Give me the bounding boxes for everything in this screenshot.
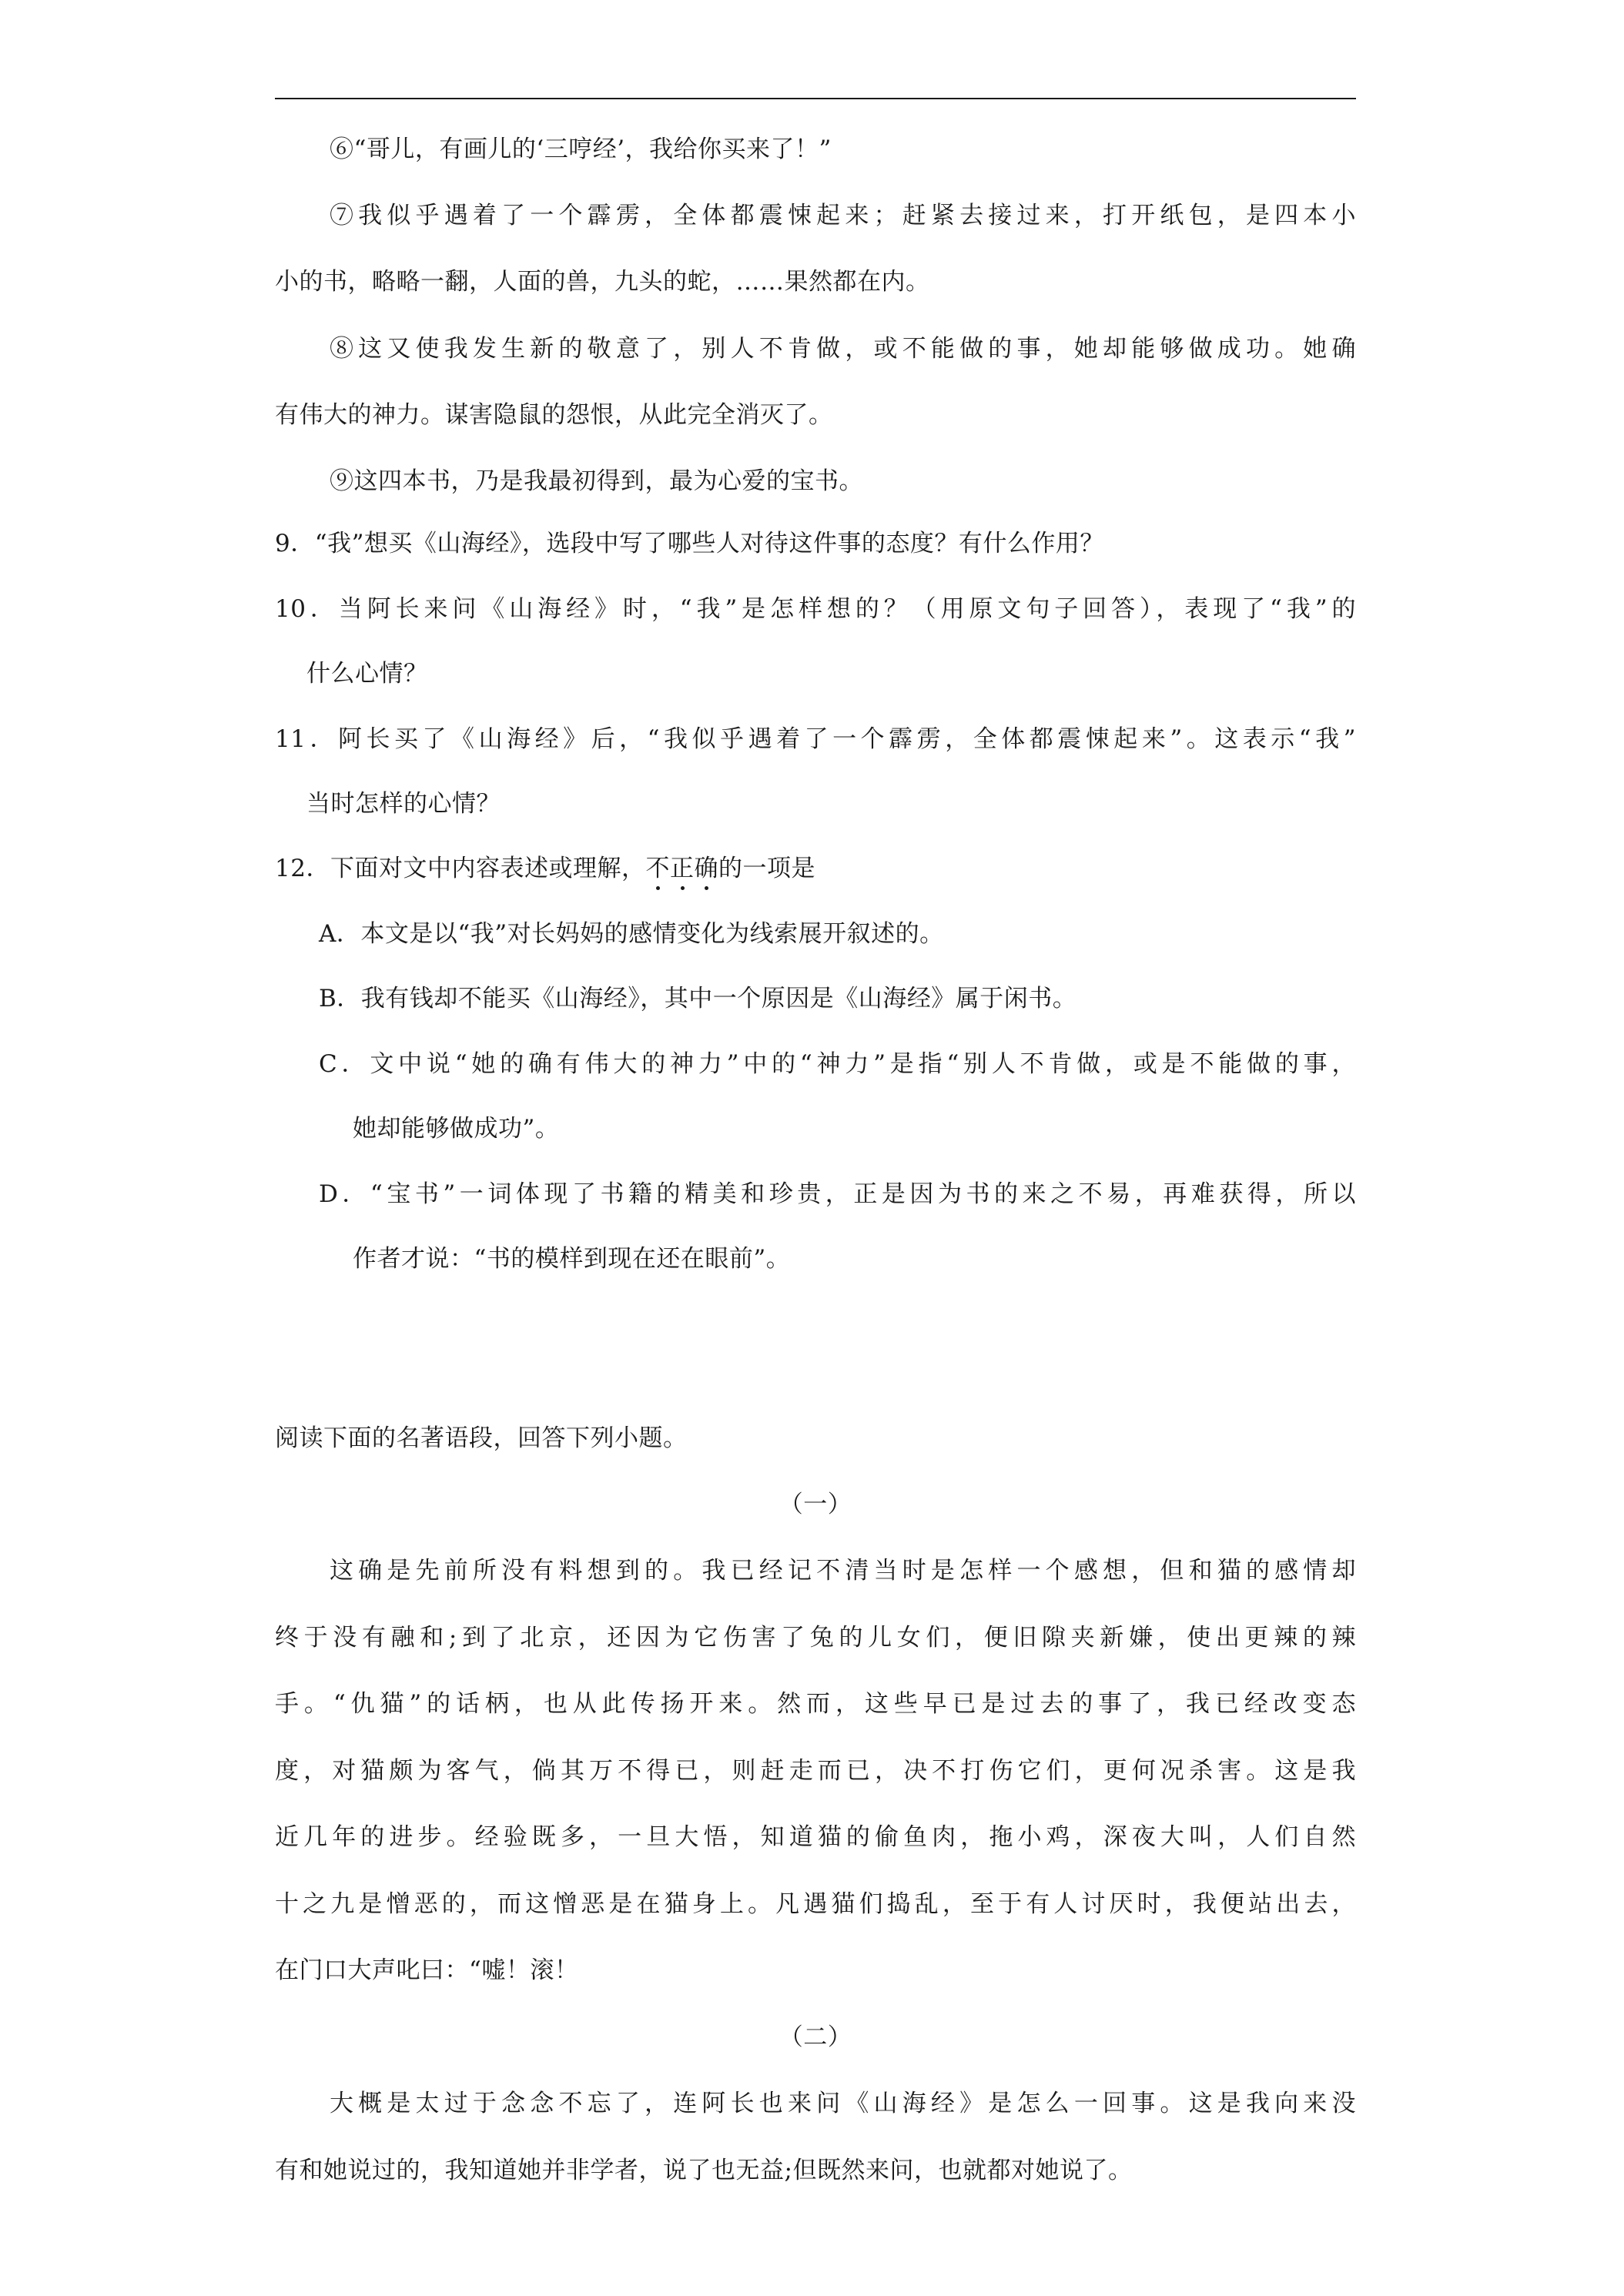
paragraph-7-line-2: 小的书，略略一翻，人面的兽，九头的蛇，……果然都在内。 [275, 268, 930, 296]
emphasis-char: 不 [645, 852, 670, 885]
option-a: A．本文是以“我”对长妈妈的感情变化为线索展开叙述的。 [319, 920, 944, 948]
section-heading-2: （二） [779, 2023, 852, 2051]
excerpt-1-line-1: 这确是先前所没有料想到的。我已经记不清当时是怎样一个感想，但和猫的感情却 [330, 1557, 1356, 1585]
option-b: B．我有钱却不能买《山海经》，其中一个原因是《山海经》属于闲书。 [319, 985, 1077, 1012]
paragraph-8-line-1: ⑧这又使我发生新的敬意了，别人不肯做，或不能做的事，她却能够做成功。她确 [330, 335, 1356, 363]
option-d-line-2: 作者才说：“书的模样到现在还在眼前”。 [353, 1245, 791, 1273]
paragraph-8-line-2: 有伟大的神力。谋害隐鼠的怨恨，从此完全消灭了。 [275, 401, 833, 429]
excerpt-1-line-3: 手。“仇猫”的话柄，也从此传扬开来。然而，这些早已是过去的事了，我已经改变态 [275, 1690, 1356, 1718]
header-rule [275, 98, 1356, 99]
excerpt-2-line-1: 大概是太过于念念不忘了，连阿长也来问《山海经》是怎么一回事。这是我向来没 [330, 2090, 1356, 2117]
excerpt-2-line-2: 有和她说过的，我知道她并非学者，说了也无益;但既然来问，也就都对她说了。 [275, 2157, 1133, 2184]
question-9: 9．“我”想买《山海经》，选段中写了哪些人对待这件事的态度？有什么作用？ [275, 530, 1104, 557]
paragraph-7-line-1: ⑦我似乎遇着了一个霹雳，全体都震悚起来；赶紧去接过来，打开纸包，是四本小 [330, 202, 1356, 229]
question-12 [275, 852, 815, 885]
question-11-line-1: 11．阿长买了《山海经》后，“我似乎遇着了一个霹雳，全体都震悚起来”。这表示“我” [275, 725, 1356, 753]
option-c-line-1: C．文中说“她的确有伟大的神力”中的“神力”是指“别人不肯做，或是不能做的事， [319, 1050, 1356, 1078]
excerpt-1-line-7: 在门口大声叱曰：“嘘！滚！ [275, 1956, 579, 1984]
question-12-suffix: 的一项是 [718, 855, 815, 882]
excerpt-1-line-6: 十之九是憎恶的，而这憎恶是在猫身上。凡遇猫们捣乱，至于有人讨厌时，我便站出去， [275, 1890, 1356, 1918]
excerpt-1-line-2: 终于没有融和;到了北京，还因为它伤害了兔的儿女们，便旧隙夹新嫌，使出更辣的辣 [275, 1624, 1356, 1652]
paragraph-9: ⑨这四本书，乃是我最初得到，最为心爱的宝书。 [330, 467, 863, 495]
question-10-line-1: 10．当阿长来问《山海经》时，“我”是怎样想的？（用原文句子回答），表现了“我”的 [275, 595, 1356, 623]
option-d-line-1: D．“宝书”一词体现了书籍的精美和珍贵，正是因为书的来之不易，再难获得，所以 [319, 1180, 1356, 1208]
question-11-line-2: 当时怎样的心情？ [306, 790, 501, 818]
emphasis-char: 正 [670, 852, 695, 885]
excerpt-1-line-4: 度，对猫颇为客气，倘其万不得已，则赶走而已，决不打伤它们，更何况杀害。这是我 [275, 1757, 1356, 1785]
section-heading-1: （一） [779, 1491, 852, 1518]
question-10-line-2: 什么心情？ [306, 660, 428, 688]
excerpt-1-line-5: 近几年的进步。经验既多，一旦大悟，知道猫的偷鱼肉，拖小鸡，深夜大叫，人们自然 [275, 1823, 1356, 1851]
reading-instructions: 阅读下面的名著语段，回答下列小题。 [275, 1424, 688, 1452]
option-c-line-2: 她却能够做成功”。 [353, 1115, 560, 1143]
emphasis-char: 确 [694, 852, 718, 885]
paragraph-6: ⑥“哥儿，有画儿的‘三哼经’，我给你买来了！” [330, 136, 832, 163]
question-12-prefix: 12．下面对文中内容表述或理解， [275, 855, 646, 882]
